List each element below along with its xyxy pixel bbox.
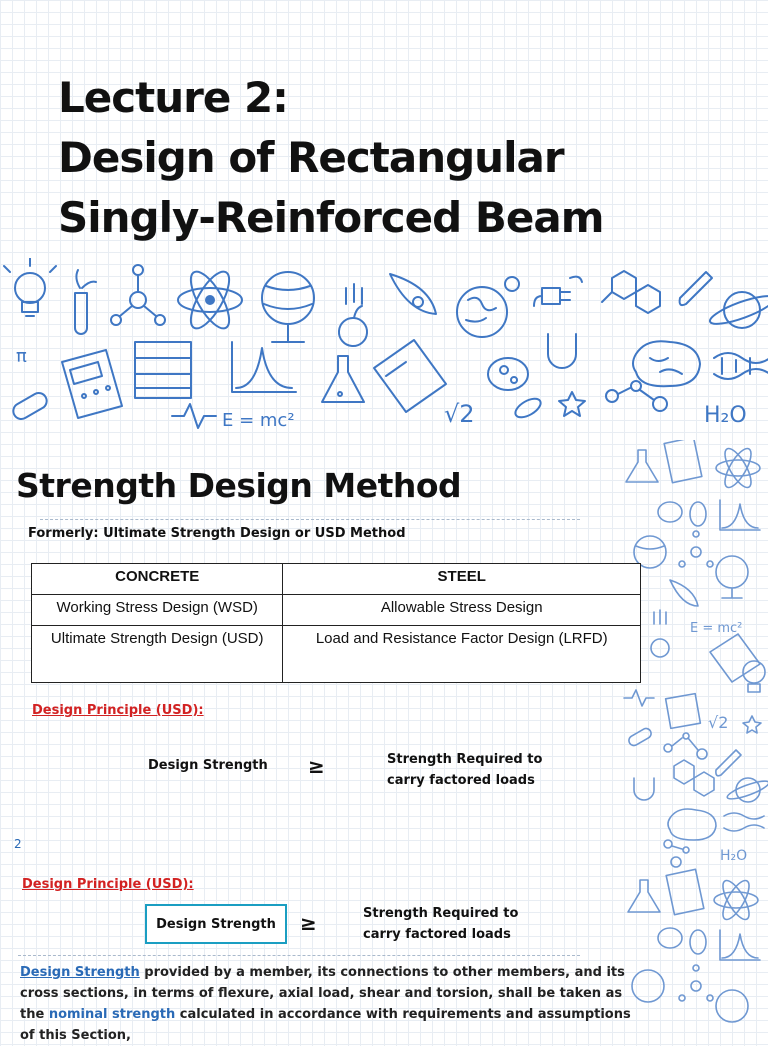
capsule-icon: [627, 727, 653, 748]
strength-required-line-1: Strength Required to: [387, 752, 543, 767]
formerly-note: Formerly: Ultimate Strength Design or USD Method: [28, 526, 406, 541]
greater-equal-symbol: ≥: [308, 754, 325, 778]
dna-icon: [724, 813, 764, 831]
strength-required-line-2: carry factored loads: [363, 927, 511, 942]
table-cell: Allowable Stress Design: [283, 595, 641, 626]
definition-text-2: calculated in accordance with requirements and assumptions of this Section,: [20, 1007, 631, 1043]
atom-icon: [716, 445, 760, 491]
atom-icon: [178, 266, 242, 333]
molecule-icon: [679, 965, 713, 1001]
water-formula: H₂O: [704, 403, 747, 428]
globe-icon: [262, 272, 314, 342]
heading-divider: [40, 519, 580, 520]
apple-icon: [339, 284, 367, 346]
section-heading: Strength Design Method: [16, 466, 462, 505]
atom-icon: [714, 877, 758, 923]
design-principle-label-2: Design Principle (USD):: [22, 877, 194, 892]
paragraph-divider: [18, 955, 580, 956]
side-water-formula: H₂O: [720, 848, 748, 864]
side-sqrt-formula: √2: [708, 713, 729, 732]
bacteria-icon: [658, 928, 706, 954]
energy-formula: E = mc²: [222, 410, 295, 431]
molecule-icon: [679, 531, 713, 567]
greater-equal-symbol-2: ≥: [300, 911, 317, 935]
abacus-icon: [666, 694, 701, 729]
heartbeat-icon: [624, 690, 654, 706]
notebook-icon: [374, 340, 446, 412]
abacus-icon: [135, 342, 191, 398]
strength-required-line-1: Strength Required to: [363, 906, 519, 921]
definition-text-1: provided by a member, its connections to other members, and its cross sections, in terms of flexure, axial load, shear and torsion, shall be taken as the: [20, 965, 625, 1022]
design-method-table: [31, 563, 641, 683]
bell-curve-icon: [232, 342, 296, 392]
design-strength-box: Design Strength: [145, 904, 287, 944]
test-tube-icon: [716, 750, 741, 776]
flask-icon: [628, 880, 660, 912]
table-cell: Ultimate Strength Design (USD): [32, 626, 283, 683]
title-line-2: Design of Rectangular: [58, 133, 564, 182]
dna-icon: [714, 353, 768, 379]
strength-required-text: [387, 749, 542, 791]
test-tube-icon: [75, 270, 96, 334]
page-number: 2: [14, 837, 22, 851]
sqrt-formula: √2: [444, 400, 475, 428]
table-cell: Load and Resistance Factor Design (LRFD): [283, 626, 641, 683]
bacteria-icon: [658, 502, 706, 526]
heartbeat-icon: [172, 404, 216, 428]
lecture-title: [58, 68, 698, 248]
lightbulb-icon: [743, 661, 765, 692]
strength-required-text-2: [363, 903, 518, 945]
capsule-icon: [10, 390, 49, 422]
star-icon: [559, 392, 585, 416]
globe-icon: [716, 990, 748, 1022]
flask-icon: [626, 450, 658, 482]
title-line-3: Singly-Reinforced Beam: [58, 193, 604, 242]
earth-icon: [457, 277, 519, 337]
science-doodle-band: [0, 258, 768, 438]
globe-icon: [716, 556, 748, 598]
magnet-icon: [548, 334, 576, 368]
bell-curve-icon: [720, 500, 760, 530]
bell-curve-icon: [720, 930, 760, 960]
magnet-icon: [634, 778, 654, 800]
flask-icon: [322, 356, 364, 402]
design-strength-text: Design Strength: [148, 758, 268, 773]
table-row: [32, 595, 641, 626]
brain-icon: [668, 809, 716, 840]
table-row: [32, 626, 641, 683]
table-cell: Working Stress Design (WSD): [32, 595, 283, 626]
molecule-chain-icon: [664, 733, 707, 759]
strength-required-line-2: carry factored loads: [387, 773, 535, 788]
rocket-icon: [390, 274, 436, 314]
lightbulb-icon: [4, 258, 56, 316]
test-tube-tilted-icon: [680, 272, 712, 305]
molecule-icon: [111, 265, 165, 325]
design-principle-label: Design Principle (USD):: [32, 703, 204, 718]
design-strength-definition: [20, 962, 632, 1046]
calculator-icon: [62, 350, 122, 418]
hexagon-molecule-icon: [674, 760, 714, 796]
notebook-icon: [710, 634, 760, 682]
side-doodle-column: [620, 440, 768, 1024]
globe-icon: [632, 970, 664, 1002]
planet-icon: [726, 778, 768, 802]
molecule-icon: [664, 840, 689, 867]
side-energy-formula: E = mc²: [690, 621, 743, 636]
apple-icon: [651, 610, 669, 657]
rocket-icon: [670, 580, 698, 606]
star-icon: [743, 716, 761, 733]
calculator-icon: [666, 869, 704, 914]
planet-icon: [707, 291, 768, 329]
calculator-icon: [664, 440, 702, 483]
table-header-row: [32, 564, 641, 595]
plug-icon: [534, 277, 582, 306]
brain-icon: [633, 341, 700, 386]
header-concrete: CONCRETE: [32, 564, 283, 595]
pi-symbol: π: [16, 346, 27, 367]
hexagon-molecule-icon: [602, 271, 660, 313]
header-steel: STEEL: [283, 564, 641, 595]
title-line-1: Lecture 2:: [58, 73, 288, 122]
nominal-strength-term: nominal strength: [48, 1007, 176, 1022]
design-strength-term: Design Strength: [20, 965, 140, 980]
bacteria-icon: [488, 358, 544, 421]
